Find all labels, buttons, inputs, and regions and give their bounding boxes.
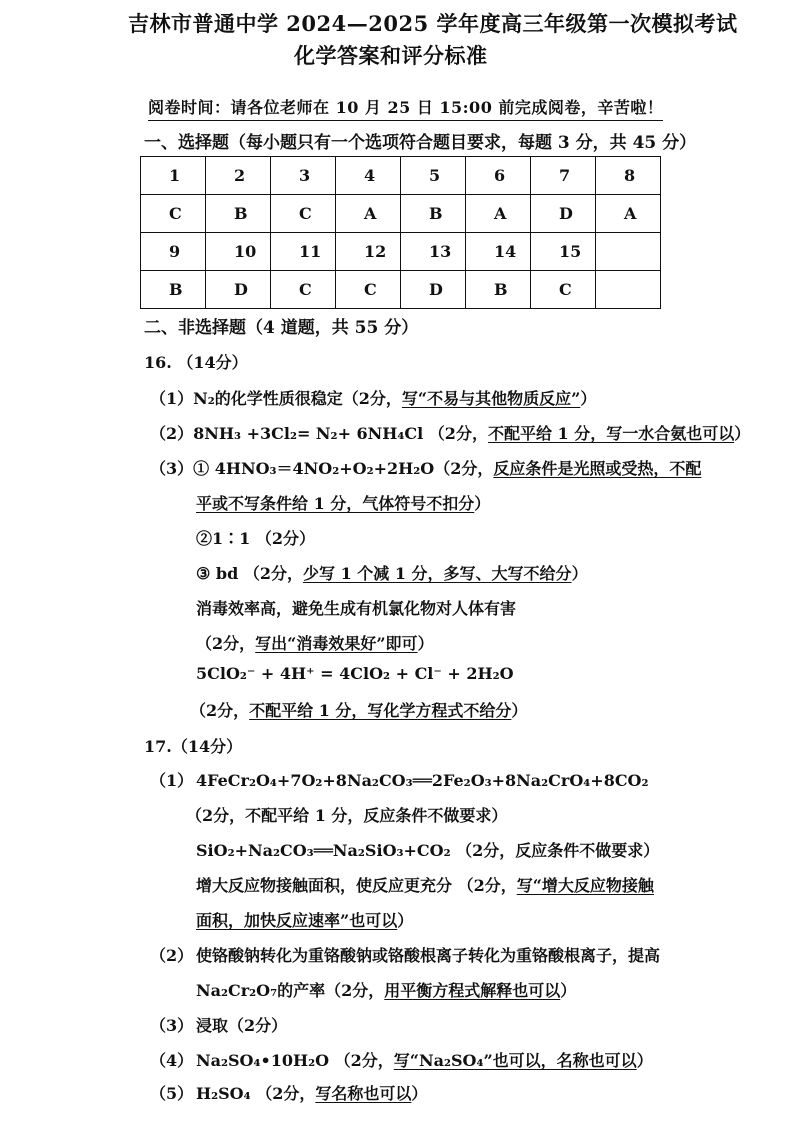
score-text: （2分， [423,424,488,443]
exam-title: 吉林市普通中学 2024—2025 学年度高三年级第一次模拟考试 [128,11,738,36]
q16-part3-b: ②1∶1 （2分） [196,529,315,548]
closing-paren: ） [571,564,588,583]
question-number-cell: 15 [531,233,596,271]
answer-text: 浸取（2分） [196,1016,288,1035]
closing-paren: ） [580,389,597,408]
answer-cell: B [206,195,271,233]
multiple-choice-answer-table [140,156,661,309]
closing-paren: ） [734,424,751,443]
section1-heading: 一、选择题（每小题只有一个选项符合题目要求，每题 3 分，共 45 分） [144,133,697,153]
answer-text: N₂的化学性质很稳定（2分， [193,389,402,408]
question-number-cell: 7 [531,157,596,195]
part-number: （5） [150,1084,194,1103]
answer-cell: A [596,195,661,233]
scoring-note: 写名称也可以 [315,1084,412,1103]
part-number: （4） [150,1051,194,1070]
question-number-row [141,233,661,271]
equation: ① 4HNO₃＝4NO₂+O₂+2H₂O [193,459,435,478]
closing-paren: ） [511,701,528,720]
q16-part3-a [150,456,701,479]
question-number-cell: 14 [466,233,531,271]
scoring-note: 写“不易与其他物质反应” [401,389,581,408]
q17-part4 [150,1048,653,1071]
answer-cell: A [466,195,531,233]
score-text: （2分，反应条件不做要求） [450,841,660,860]
q16-heading: 16. （14分） [144,353,248,372]
answer-text: ③ bd （2分， [196,564,303,583]
q17-part3 [150,1013,287,1036]
q16-part3-f-equation: 5ClO₂⁻ + 4H⁺ = 4ClO₂ + Cl⁻ + 2H₂O [196,664,514,683]
answer-text: Na₂Cr₂O₇的产率（2分， [196,981,385,1000]
question-number-cell: 9 [141,233,206,271]
q16-part3-c [196,561,588,584]
scoring-note: 不配平给 1 分，写一水合氨也可以 [487,424,735,443]
question-number-cell: 10 [206,233,271,271]
equation: 8NH₃ +3Cl₂= N₂+ 6NH₄Cl [193,424,424,443]
question-number-row [141,157,661,195]
question-number-cell: 4 [336,157,401,195]
q17-part5 [150,1081,427,1104]
q17-part2-cont [196,978,576,1001]
closing-paren: ） [474,494,491,513]
q16-part3-g [190,698,527,721]
answer-key-row [141,195,661,233]
question-number-cell: 8 [596,157,661,195]
score-text: （2分， [196,634,256,653]
answer-cell: B [141,271,206,309]
grading-deadline-notice: 阅卷时间：请各位老师在 10 月 25 日 15:00 前完成阅卷，辛苦啦！ [148,95,663,121]
question-number-cell: 1 [141,157,206,195]
closing-paren: ） [397,911,414,930]
closing-paren: ） [560,981,577,1000]
part-number: （3） [150,1016,194,1035]
question-number-cell: 11 [271,233,336,271]
score-text: （2分， [434,459,494,478]
answer-text: 使铬酸钠转化为重铬酸钠或铬酸根离子转化为重铬酸根离子，提高 [196,946,661,965]
scoring-note: 写出“消毒效果好”即可 [255,634,418,653]
part-number: （2） [150,424,194,443]
question-number-cell: 6 [466,157,531,195]
closing-paren: ） [411,1084,428,1103]
part-number: （2） [150,946,194,965]
answer-key-row [141,271,661,309]
scoring-note: 少写 1 个减 1 分，多写、大写不给分 [303,564,572,583]
answer-cell: D [401,271,466,309]
section2-heading: 二、非选择题（4 道题，共 55 分） [144,318,419,338]
closing-paren: ） [636,1051,653,1070]
q16-part1 [150,386,596,409]
question-number-cell [596,233,661,271]
question-number-cell: 3 [271,157,336,195]
answer-cell: C [336,271,401,309]
answer-cell: B [466,271,531,309]
part-number: （1） [150,389,194,408]
scoring-note: 写“增大反应物接触 [516,876,654,895]
q16-part3-d: 消毒效率高，避免生成有机氯化物对人体有害 [196,599,517,618]
q16-part3-e [196,631,434,654]
q17-part1-eq2 [196,838,659,861]
part-number: （3） [150,459,194,478]
equation: SiO₂+Na₂CO₃══Na₂SiO₃+CO₂ [196,841,451,860]
answer-cell: D [531,195,596,233]
answer-cell: C [271,195,336,233]
score-text: （2分， [190,701,250,720]
q17-part1-c-cont [196,908,413,931]
question-number-cell: 13 [401,233,466,271]
scoring-note: 平或不写条件给 1 分，气体符号不扣分 [196,494,475,513]
answer-cell: D [206,271,271,309]
answer-cell: A [336,195,401,233]
scoring-note: 面积，加快反应速率”也可以 [196,911,398,930]
q17-part1-eq [150,768,649,791]
scoring-note: 用平衡方程式解释也可以 [384,981,561,1000]
part-number: （1） [150,771,194,790]
answer-cell [596,271,661,309]
equation: 4FeCr₂O₄+7O₂+8Na₂CO₃══2Fe₂O₃+8Na₂CrO₄+8CO₂ [196,771,649,790]
question-number-cell: 2 [206,157,271,195]
scoring-note: 写“Na₂SO₄”也可以，名称也可以 [393,1051,637,1070]
question-number-cell: 5 [401,157,466,195]
q16-part2 [150,421,750,444]
q17-part2 [150,943,660,966]
q17-heading: 17.（14分） [144,737,243,756]
answer-text: H₂SO₄ （2分， [196,1084,316,1103]
q17-part1-c [196,873,654,896]
exam-subtitle: 化学答案和评分标准 [294,43,488,68]
answer-cell: C [271,271,336,309]
answer-cell: B [401,195,466,233]
scoring-note: 反应条件是光照或受热，不配 [493,459,702,478]
answer-cell: C [531,271,596,309]
question-number-cell: 12 [336,233,401,271]
answer-text: Na₂SO₄•10H₂O （2分， [196,1051,394,1070]
closing-paren: ） [417,634,434,653]
q16-part3-a-cont [196,491,490,514]
answer-text: 增大反应物接触面积，使反应更充分 （2分， [196,876,517,895]
q17-part1-note: （2分，不配平给 1 分，反应条件不做要求） [186,806,508,825]
scoring-note: 不配平给 1 分，写化学方程式不给分 [249,701,512,720]
answer-cell: C [141,195,206,233]
